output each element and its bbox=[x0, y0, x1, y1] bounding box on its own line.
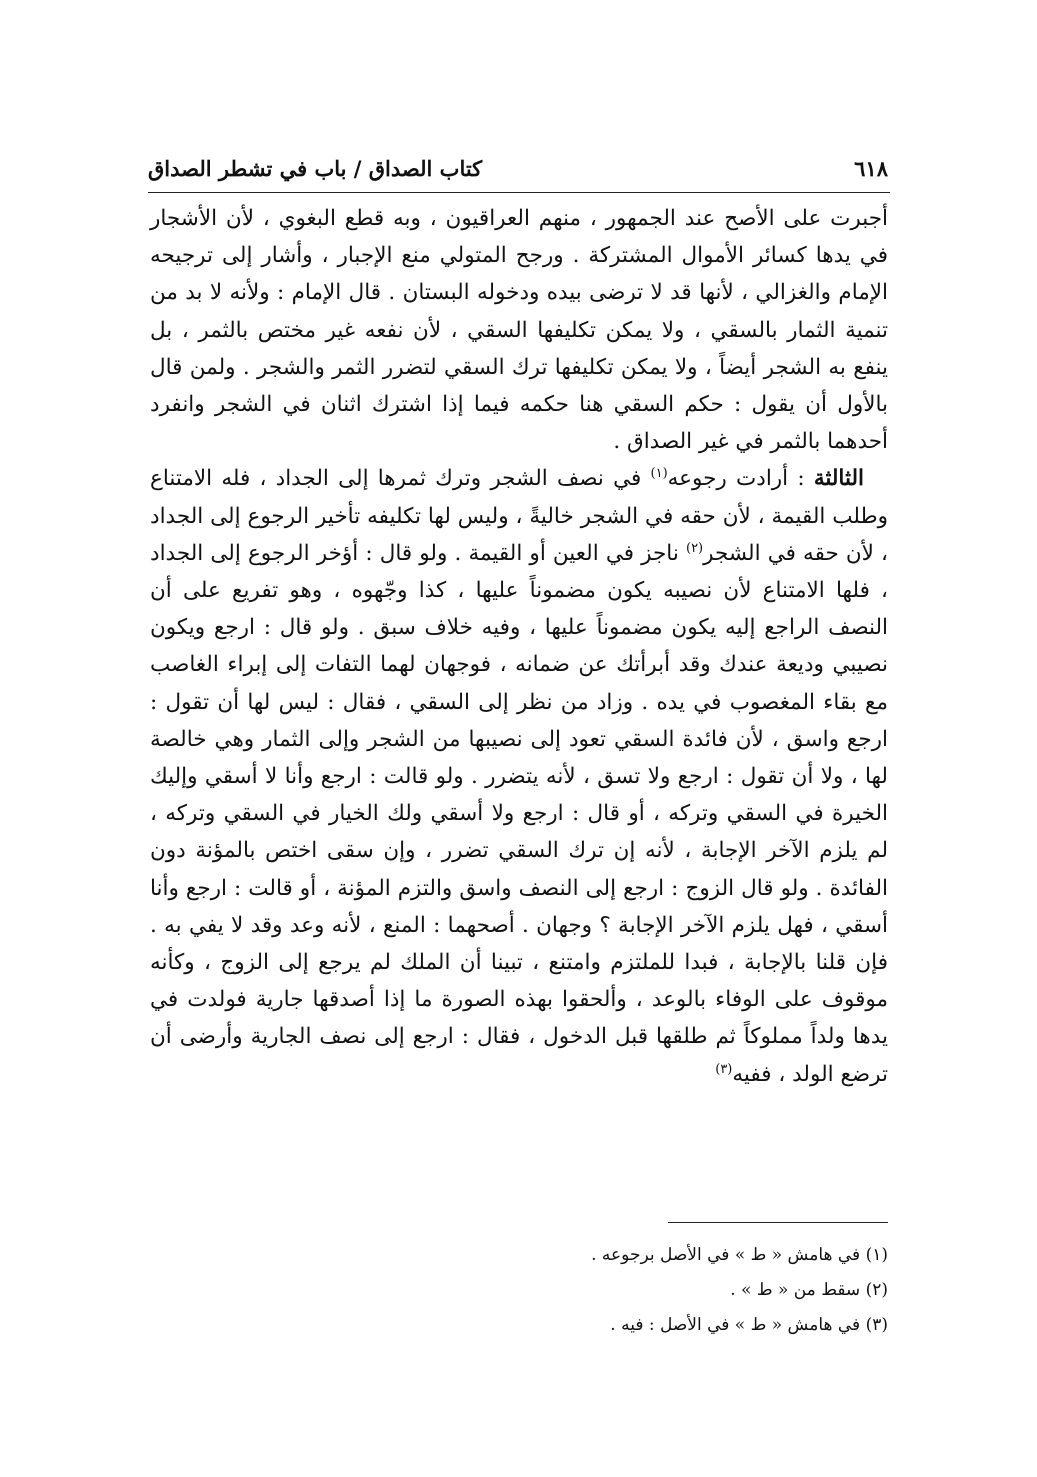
footnote-2: (٢) سقط من « ط » . bbox=[730, 1280, 888, 1300]
running-title: كتاب الصداق / باب في تشطر الصداق bbox=[148, 155, 483, 181]
footnote-ref-1[interactable]: (١) bbox=[650, 466, 668, 482]
footnotes bbox=[300, 1238, 888, 1343]
footnote-1: (١) في هامش « ط » في الأصل برجوعه . bbox=[591, 1245, 888, 1265]
header-rule bbox=[148, 192, 890, 193]
running-header bbox=[148, 150, 888, 186]
paragraph-1: أجبرت على الأصح عند الجمهور ، منهم العراقيون ، وبه قطع البغوي ، لأن الأشجار في يدها كسائر الأموال المشتركة . ورجح المتولي منع الإجبار ، وأشار إلى ترجيحه الإمام والغزالي ، لأنها قد لا ترضى بيده ودخوله البستان . قال الإمام : ولأنه لا بد من تنمية الثمار بالسقي ، ولا يمكن تكليفها السقي ، لأن نفعه غير مختص بالثمر ، بل ينفع به الشجر أيضاً ، ولا يمكن تكليفها ترك السقي لتضرر الثمر والشجر . ولمن قال بالأول أن يقول : حكم السقي هنا حكمه فيما إذا اشترك اثنان في الشجر وانفرد أحدهما بالثمر في غير الصداق . bbox=[150, 206, 888, 455]
footnote-rule bbox=[668, 1222, 888, 1223]
main-text bbox=[150, 200, 888, 1093]
paragraph-2-text-c: ناجز في العين أو القيمة . ولو قال : أؤخر الرجوع إلى الجداد ، فلها الامتناع لأن نصيبه يكون مضموناً عليها ، كذا وجّهوه ، وهو تفريع على أن النصف الراجع إليه يكون مضموناً عليها ، وفيه خلاف سبق . ولو قال : ارجع ويكون نصيبي وديعة عندك وقد أبرأتك عن ضمانه ، فوجهان لهما التفات إلى إبراء الغاصب مع بقاء المغصوب في يده . وزاد من نظر إلى السقي ، فقال : ليس لها أن تقول : ارجع واسق ، لأن فائدة السقي تعود إلى نصيبها من الشجر وإلى الثمار وهي خالصة لها ، ولا أن تقول : ارجع ولا تسق ، لأنه يتضرر . ولو قالت : ارجع وأنا لا أسقي وإليك الخيرة في السقي وتركه ، أو قال : ارجع ولا أسقي ولك الخيار في السقي وتركه ، لم يلزم الآخر الإجابة ، لأنه إن ترك السقي تضرر ، وإن سقى اختص بالمؤنة دون الفائدة . ولو قال الزوج : ارجع إلى النصف واسق والتزم المؤنة ، أو قالت : ارجع وأنا أسقي ، فهل يلزم الآخر الإجابة ؟ وجهان . أصحهما : المنع ، لأنه وعد وقد لا يفي به . فإن قلنا بالإجابة ، فبدا للملتزم وامتنع ، تبينا أن الملك لم يرجع إلى الزوج ، وكأنه موقوف على الوفاء بالوعد ، وألحقوا بهذه الصورة ما إذا أصدقها جارية فولدت في يدها ولداً مملوكاً ثم طلقها قبل الدخول ، فقال : ارجع إلى نصف الجارية وأرضى أن ترضع الولد ، ففيه bbox=[150, 540, 888, 1087]
paragraph-2-text-a: : أرادت رجوعه bbox=[667, 466, 814, 492]
section-lead-word: الثالثة bbox=[813, 466, 864, 492]
footnote-3: (٣) في هامش « ط » في الأصل : فيه . bbox=[610, 1315, 888, 1335]
footnote-ref-3[interactable]: (٣) bbox=[715, 1061, 733, 1077]
paragraph-2-text-b: في نصف الشجر وترك ثمرها إلى الجداد ، فله الامتناع وطلب القيمة ، لأن حقه في الشجر خاليةً ، وليس لها تكليفه تأخير الرجوع إلى الجداد ، لأن حقه في الشجر bbox=[150, 466, 888, 566]
page-number: ٦١٨ bbox=[854, 155, 888, 181]
footnote-ref-2[interactable]: (٢) bbox=[685, 540, 704, 556]
paragraph-2 bbox=[150, 460, 888, 1092]
